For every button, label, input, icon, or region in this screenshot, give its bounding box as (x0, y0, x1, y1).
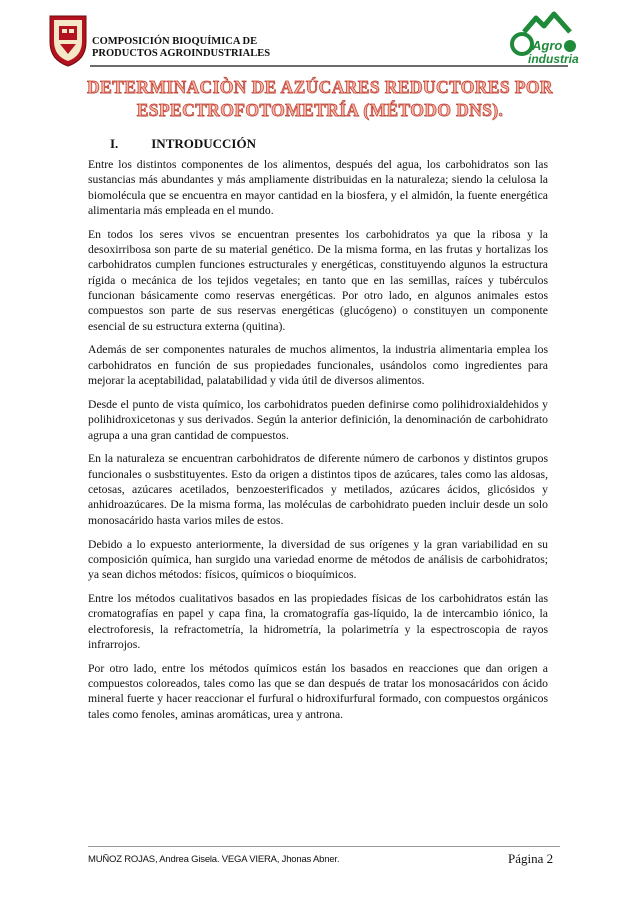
footer-authors: MUÑOZ ROJAS, Andrea Gisela. VEGA VIERA, Jhonas Abner. (88, 854, 340, 865)
title-line1: DETERMINACIÒN DE AZÚCARES REDUCTORES POR (87, 77, 553, 97)
course-title-line2: PRODUCTOS AGROINDUSTRIALES (92, 48, 271, 59)
document-title (60, 76, 580, 122)
section-heading (110, 136, 256, 152)
paragraph: Debido a lo expuesto anteriormente, la diversidad de sus orígenes y la gran variabilidad en su composición química, han surgido una variedad enorme de métodos de análisis de carbohidratos; ya sean dichos métodos: físicos, químicos o bioquímicos. (88, 537, 548, 582)
paragraph: Entre los distintos componentes de los alimentos, después del agua, los carbohidratos son las sustancias más abundantes y más ampliamente distribuidas en la naturaleza; siendo la celulosa la biomolécula que se encuentra en mayor cantidad en la biosfera, y el almidón, la fuente energética alimentaria más empleada en el mundo. (88, 158, 548, 217)
paragraph: En todos los seres vivos se encuentran presentes los carbohidratos ya que la ribosa y la desoxirribosa son parte de su material genético. De la misma forma, en las frutas y hortalizas los carbohidratos cumplen funciones estructurales y energéticas, constituyendo algunos la estructura rígida o mecánica de los tejidos vegetales; en tanto que en las semillas, raíces y tubérculos funcionan básicamente como reservas energéticas. Por otro lado, en algunos animales estos compuestos son parte de sus reservas energéticas (glucógeno) o constituyen un componente esencial de su estructura externa (quitina). (88, 227, 548, 333)
page-number: Página 2 (508, 851, 554, 866)
section-number: I. (110, 136, 119, 151)
logo-text-industria: industria (528, 52, 579, 66)
paragraph: Además de ser componentes naturales de muchos alimentos, la industria alimentaria emplea los carbohidratos en función de sus propiedades funcionales, usándolos como ingredientes para mejorar la aceptabilidad, palatabilidad y vida útil de diversos alimentos. (88, 343, 548, 388)
body-text (88, 157, 548, 731)
header-divider (90, 65, 568, 67)
page-header (0, 0, 638, 80)
logo-text-agro: Agro (532, 38, 563, 53)
paragraph: Por otro lado, entre los métodos químicos están los basados en reacciones que dan origen a compuestos coloreados, tales como las que se dan después de tratar los monosacáridos con ácido mineral fuerte y hacer reaccionar el furfural o hidroxifurfural formado, con compuestos orgánicos tales como fenoles, aminas aromáticas, urea y antrona. (88, 661, 548, 721)
university-seal-icon (46, 12, 90, 68)
title-line2: ESPECTROFOTOMETRÍA (MÉTODO DNS). (136, 100, 504, 120)
paragraph: Entre los métodos cualitativos basados en las propiedades físicas de los carbohidratos están las cromatografías en papel y capa fina, la cromatografía gas-líquido, la de intercambio iónico, la electroforesis, la refractometría, la hidrometría, la polarimetría y la espectroscopia de rayos infrarrojos. (88, 591, 548, 651)
course-title-line1: COMPOSICIÓN BIOQUÍMICA DE (92, 36, 258, 47)
paragraph: En la naturaleza se encuentran carbohidratos de diferente número de carbonos y distintos grupos funcionales o susbstituyentes. Esto da origen a distintos tipos de azúcares, tales como las aldosas, cetosas, azúcares acetilados, benzoesterificados y metilados, azúcares ácidos, glicósidos y anhidroazúcares. De la misma forma, las moléculas de carbohidrato pueden incluir desde un solo monosacárido hasta varios miles de estos. (88, 452, 548, 527)
section-title: INTRODUCCIÓN (151, 136, 256, 151)
agroindustria-logo-icon (510, 10, 580, 68)
course-title (92, 36, 270, 60)
footer-divider (88, 846, 560, 847)
paragraph: Desde el punto de vista químico, los carbohidratos pueden definirse como polihidroxialdehidos y polihidroxicetonas y sus derivados. Según la anterior definición, la denominación de carbohidrato agrupa a una gran cantidad de compuestos. (88, 397, 548, 442)
